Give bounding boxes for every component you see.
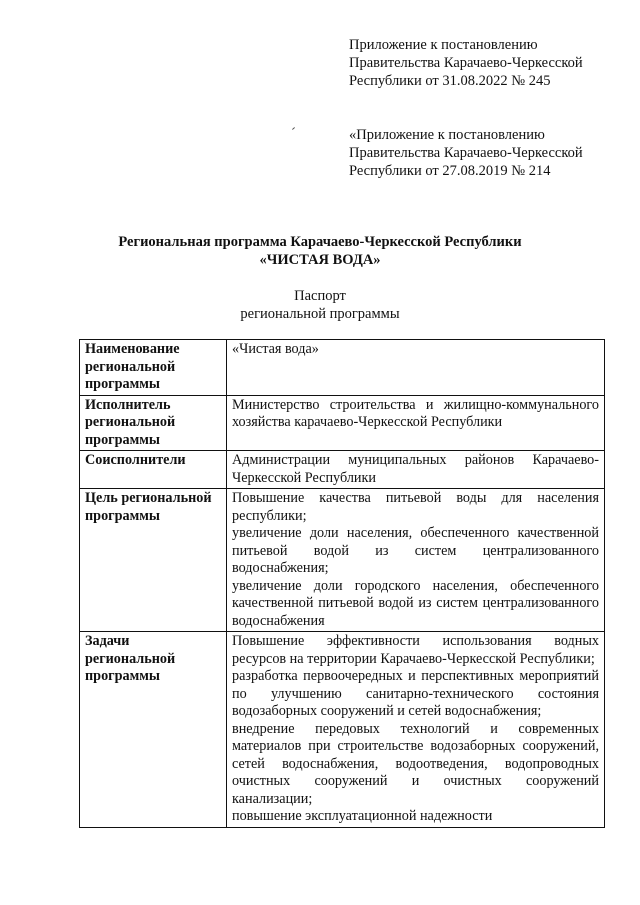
row-value-list	[227, 489, 605, 632]
passport-heading	[0, 287, 640, 323]
passport-heading-line: Паспорт	[294, 288, 346, 304]
row-label: Соисполнители	[80, 451, 227, 489]
appendix-note-current	[349, 36, 583, 90]
row-label: Цель региональной программы	[80, 489, 227, 632]
row-value-list	[227, 632, 605, 828]
row-value: «Чистая вода»	[227, 340, 605, 396]
appendix-note-previous	[349, 126, 583, 180]
appendix-line: Республики от 27.08.2019 № 214	[349, 163, 551, 179]
appendix-line: «Приложение к постановлению	[349, 127, 545, 143]
appendix-line: Приложение к постановлению	[349, 37, 538, 53]
table-row	[80, 451, 605, 489]
program-title-line: Региональная программа Карачаево-Черкесской Республики	[118, 234, 522, 250]
row-value: Администрации муниципальных районов Карачаево-Черкесской Республики	[227, 451, 605, 489]
program-title-line: «ЧИСТАЯ ВОДА»	[259, 252, 381, 268]
passport-table	[79, 339, 605, 828]
scan-speck	[292, 127, 295, 130]
list-item: Повышение качества питьевой воды для населения республики;	[232, 490, 599, 524]
appendix-line: Правительства Карачаево-Черкесской	[349, 145, 583, 161]
appendix-line: Правительства Карачаево-Черкесской	[349, 55, 583, 71]
list-item: увеличение доли городского населения, обеспеченного качественной питьевой водой из систем централизованного водоснабжения	[232, 577, 599, 629]
program-title	[0, 233, 640, 269]
row-label: Наименование региональной программы	[80, 340, 227, 396]
row-label: Исполнитель региональной программы	[80, 395, 227, 451]
list-item: разработка первоочередных и перспективных мероприятий по улучшению санитарно-технического состояния водозаборных сооружений и сетей водоснабжения;	[232, 668, 599, 719]
table-row	[80, 395, 605, 451]
table-row	[80, 489, 605, 632]
table-row	[80, 340, 605, 396]
list-item: увеличение доли населения, обеспеченного качественной питьевой водой из систем централизованного водоснабжения;	[232, 525, 599, 576]
appendix-line: Республики от 31.08.2022 № 245	[349, 73, 551, 89]
row-label: Задачи региональной программы	[80, 632, 227, 828]
table-row	[80, 632, 605, 828]
list-item: внедрение передовых технологий и современных материалов при строительстве водозаборных сооружений, сетей водоснабжения, водоотведения, водопроводных очистных сооружений и очистных сооружений канализации;	[232, 720, 599, 807]
list-item: повышение эксплуатационной надежности	[232, 808, 493, 824]
row-value: Министерство строительства и жилищно-коммунального хозяйства карачаево-Черкесской Республики	[227, 395, 605, 451]
list-item: Повышение эффективности использования водных ресурсов на территории Карачаево-Черкесской Республики;	[232, 633, 599, 667]
passport-heading-line: региональной программы	[240, 306, 400, 322]
